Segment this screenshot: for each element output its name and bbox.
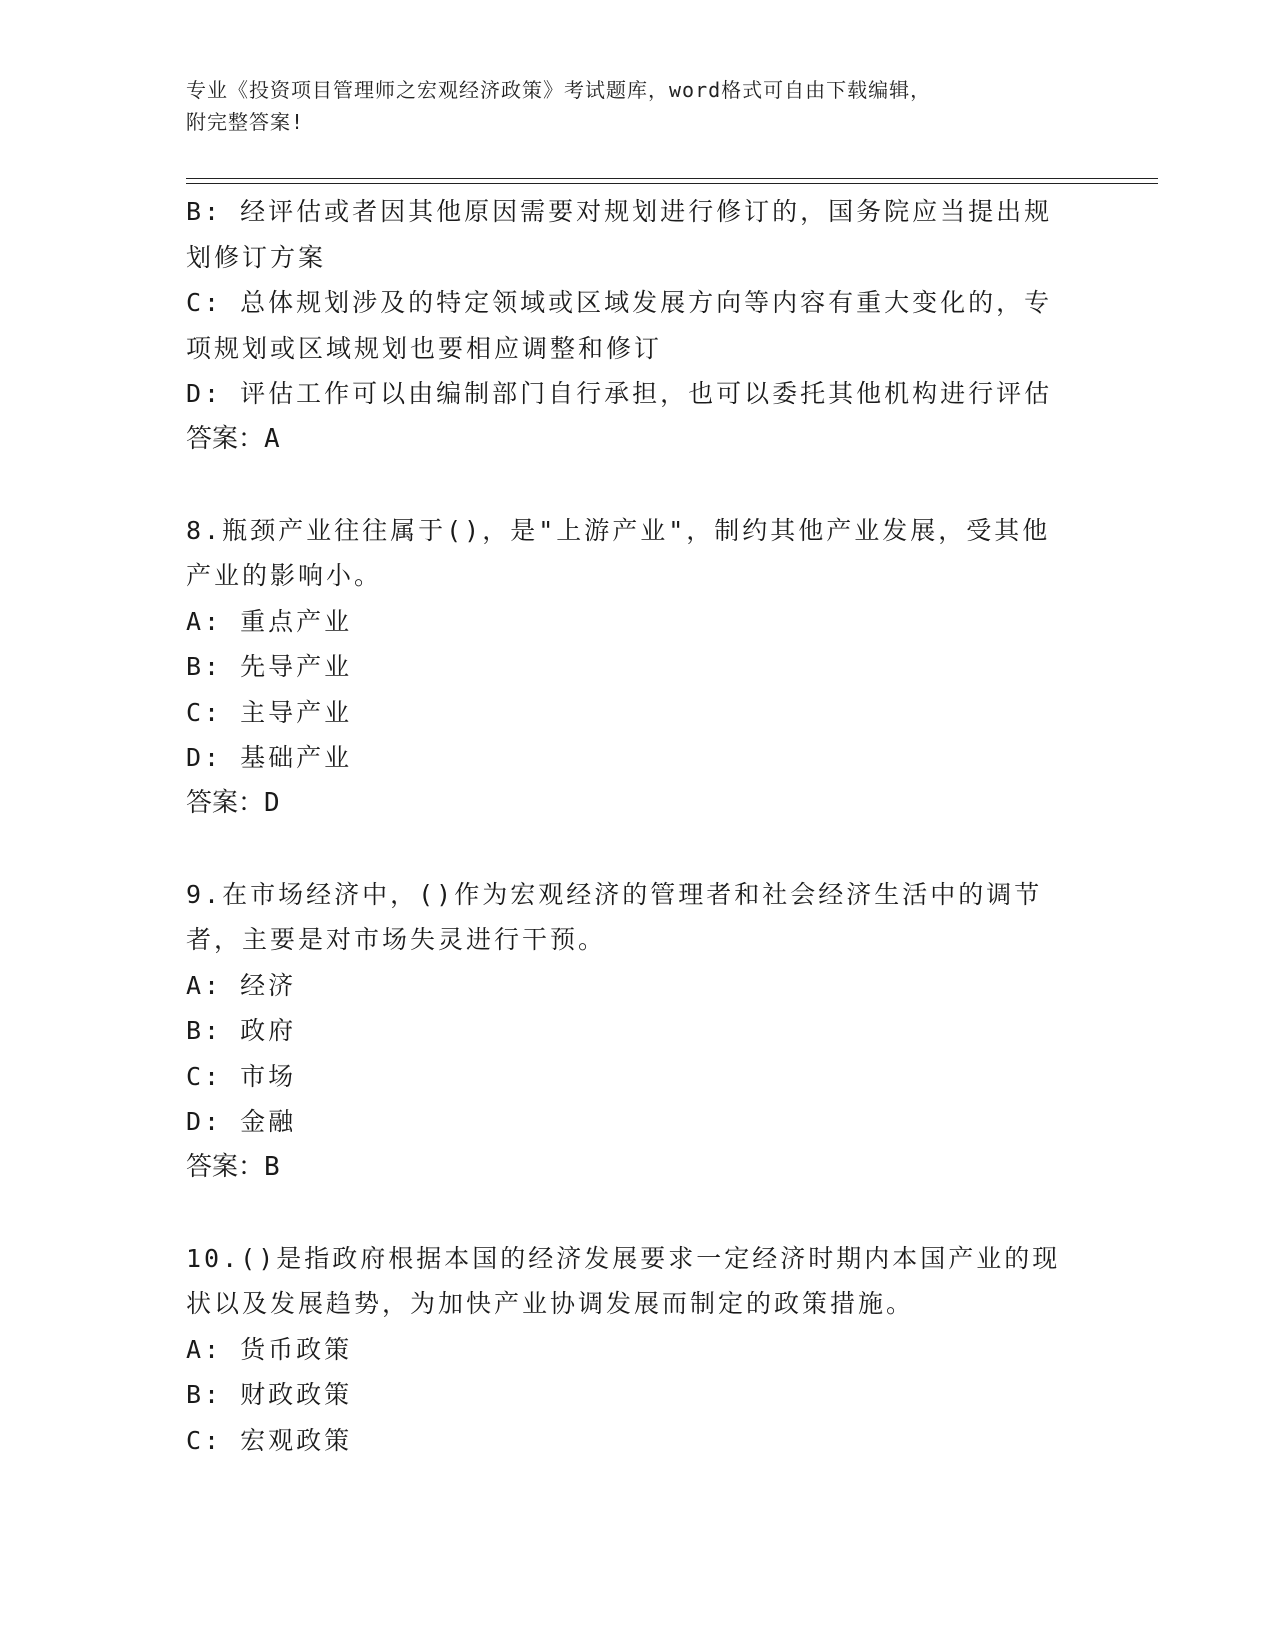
- question-stem: 8.瓶颈产业往往属于()，是"上游产业"，制约其他产业发展，受其他: [186, 515, 1051, 545]
- question-stem-continued: 者，主要是对市场失灵进行干预。: [186, 925, 607, 954]
- spacer: [186, 826, 1066, 872]
- page-header: [186, 74, 1066, 138]
- option-d: D: 金融: [186, 1107, 297, 1136]
- answer: 答案：B: [186, 1151, 280, 1182]
- spacer: [186, 1190, 1066, 1236]
- option-b: B: 政府: [186, 1016, 297, 1045]
- header-rule-bottom: [186, 183, 1158, 184]
- spacer: [186, 462, 1066, 508]
- option-a: A: 经济: [186, 970, 297, 1000]
- header-rule-top: [186, 178, 1158, 179]
- question-9: [186, 872, 1066, 1191]
- question-stem: 9.在市场经济中，()作为宏观经济的管理者和社会经济生活中的调节: [186, 879, 1043, 909]
- option-c: C: 总体规划涉及的特定领域或区域发展方向等内容有重大变化的，专: [186, 288, 1053, 317]
- header-line-2: 附完整答案!: [186, 110, 305, 134]
- prev-question-block: [186, 189, 1066, 462]
- option-b-continued: 划修订方案: [186, 242, 327, 272]
- question-stem: 10.()是指政府根据本国的经济发展要求一定经济时期内本国产业的现: [186, 1243, 1061, 1273]
- option-a: A: 货币政策: [186, 1334, 353, 1364]
- option-c: C: 市场: [186, 1061, 297, 1091]
- option-d: D: 评估工作可以由编制部门自行承担，也可以委托其他机构进行评估: [186, 379, 1053, 408]
- option-b: B: 财政政策: [186, 1380, 353, 1409]
- option-c: C: 主导产业: [186, 697, 353, 727]
- question-10: [186, 1236, 1066, 1464]
- question-stem-continued: 状以及发展趋势，为加快产业协调发展而制定的政策措施。: [186, 1289, 915, 1318]
- answer: 答案：D: [186, 787, 280, 818]
- option-a: A: 重点产业: [186, 606, 353, 636]
- option-b: B: 先导产业: [186, 652, 353, 681]
- option-c: C: 宏观政策: [186, 1425, 353, 1455]
- question-stem-continued: 产业的影响小。: [186, 561, 383, 590]
- document-body: [186, 189, 1066, 1463]
- option-b: B: 经评估或者因其他原因需要对规划进行修订的，国务院应当提出规: [186, 197, 1053, 226]
- question-8: [186, 508, 1066, 827]
- header-line-1: 专业《投资项目管理师之宏观经济政策》考试题库，word格式可自由下载编辑，: [186, 78, 932, 102]
- option-d: D: 基础产业: [186, 743, 353, 772]
- answer: 答案：A: [186, 423, 280, 454]
- option-c-continued: 项规划或区域规划也要相应调整和修订: [186, 333, 663, 363]
